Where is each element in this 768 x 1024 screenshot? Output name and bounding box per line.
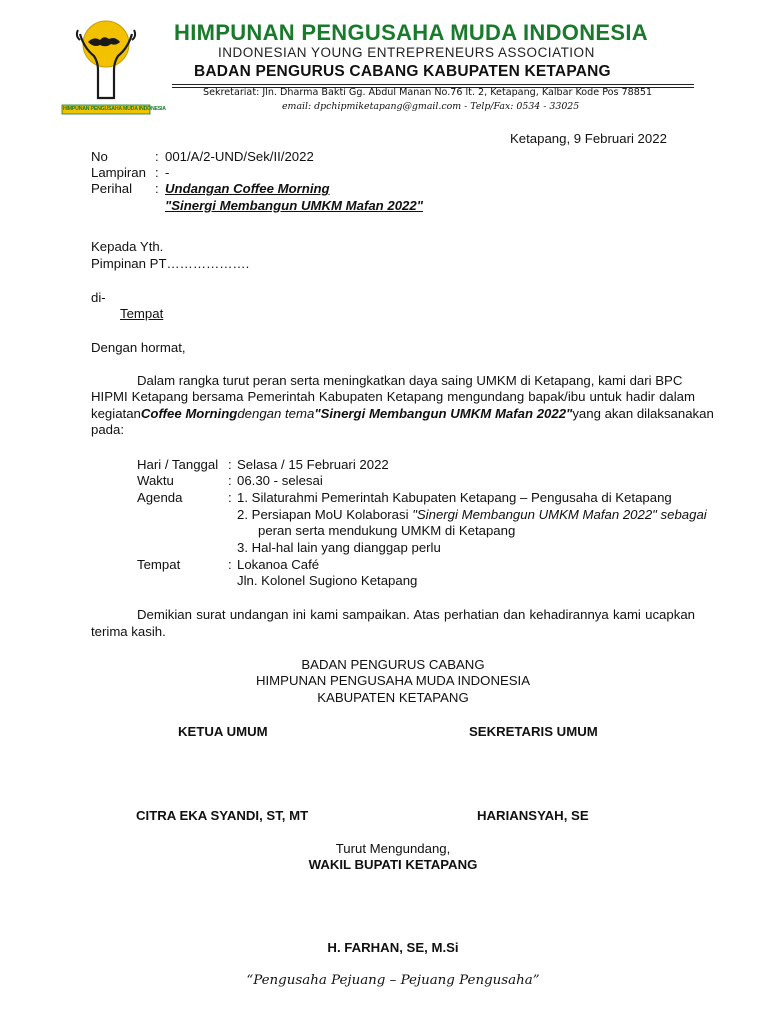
meta-sep-no: : xyxy=(155,149,159,164)
meta-label-lampiran: Lampiran xyxy=(91,165,146,180)
meta-label-no: No xyxy=(91,149,108,164)
day-value: Selasa / 15 Februari 2022 xyxy=(237,457,389,472)
meta-label-perihal: Perihal xyxy=(91,181,133,196)
agenda-colon: : xyxy=(228,490,232,505)
place-colon: : xyxy=(228,557,232,572)
agenda-label: Agenda xyxy=(137,490,183,505)
place-label: Tempat xyxy=(137,557,181,572)
hipmi-logo-icon xyxy=(58,12,166,116)
body-line-2: HIPMI Ketapang bersama Pemerintah Kabupaten Ketapang mengundang bapak/ibu untuk hadir dalam xyxy=(91,389,695,404)
place-date: Ketapang, 9 Februari 2022 xyxy=(510,131,667,146)
logo-caption: HIMPUNAN PENGUSAHA MUDA INDONESIA xyxy=(63,106,166,112)
event-name: Coffee Morning xyxy=(140,406,238,421)
event-theme: "Sinergi Membangun UMKM Mafan 2022" xyxy=(314,406,573,421)
closing-line-2: terima kasih. xyxy=(91,624,166,639)
body-line-4: pada: xyxy=(91,422,125,437)
body-line-3-e: yang akan dilaksanakan xyxy=(572,406,714,421)
agenda-item-2-a: 2. Persiapan MoU Kolaborasi xyxy=(237,507,409,522)
co-invite-name: H. FARHAN, SE, M.Si xyxy=(327,940,459,955)
branch-name: BADAN PENGURUS CABANG KABUPATEN KETAPANG xyxy=(194,63,611,80)
agenda-item-2-cont: peran serta mendukung UMKM di Ketapang xyxy=(258,523,516,538)
right-signatory-name: HARIANSYAH, SE xyxy=(477,808,589,823)
recipient-line-4: Tempat xyxy=(120,306,164,321)
recipient-line-2: Pimpinan PT………………. xyxy=(91,256,250,271)
subject-line-1: Undangan Coffee Morning xyxy=(165,181,330,196)
body-line-1: Dalam rangka turut peran serta meningkatkan daya saing UMKM di Ketapang, kami dari BPC xyxy=(137,373,683,388)
time-colon: : xyxy=(228,473,232,488)
greeting: Dengan hormat, xyxy=(91,340,186,355)
right-signatory-role: SEKRETARIS UMUM xyxy=(469,724,598,739)
subject-line-2: "Sinergi Membangun UMKM Mafan 2022" xyxy=(165,198,423,213)
motto: “Pengusaha Pejuang – Pejuang Pengusaha” xyxy=(246,973,540,988)
header-rule-top xyxy=(172,84,694,85)
day-colon: : xyxy=(228,457,232,472)
day-label: Hari / Tanggal xyxy=(137,457,219,472)
place-address: Jln. Kolonel Sugiono Ketapang xyxy=(237,573,418,588)
time-label: Waktu xyxy=(137,473,174,488)
recipient-line-1: Kepada Yth. xyxy=(91,239,164,254)
letter-number: 001/A/2-UND/Sek/II/2022 xyxy=(165,149,314,164)
place-value: Lokanoa Café xyxy=(237,557,320,572)
agenda-item-1: 1. Silaturahmi Pemerintah Kabupaten Ketapang – Pengusaha di Ketapang xyxy=(237,490,672,505)
closing-line-1: Demikian surat undangan ini kami sampaikan. Atas perhatian dan kehadirannya kami ucapkan xyxy=(137,607,695,622)
org-block-line-1: BADAN PENGURUS CABANG xyxy=(301,657,485,672)
body-line-3 xyxy=(91,406,714,422)
hipmi-logo xyxy=(58,12,166,116)
time-value: 06.30 - selesai xyxy=(237,473,323,488)
body-line-3-c: dengan tema xyxy=(237,406,315,421)
co-invite-label: Turut Mengundang, xyxy=(335,841,451,856)
agenda-item-3: 3. Hal-hal lain yang dianggap perlu xyxy=(237,540,441,555)
body-line-3-a: kegiatan xyxy=(91,406,141,421)
recipient-line-3: di- xyxy=(91,290,106,305)
contact-info: email: dpchipmiketapang@gmail.com - Telp/Fax: 0534 - 33025 xyxy=(282,101,580,112)
left-signatory-name: CITRA EKA SYANDI, ST, MT xyxy=(136,808,309,823)
meta-sep-perihal: : xyxy=(155,181,159,196)
meta-sep-lampiran: : xyxy=(155,165,159,180)
left-signatory-role: KETUA UMUM xyxy=(178,724,268,739)
attachment-value: - xyxy=(165,165,170,180)
agenda-item-2-b: "Sinergi Membangun UMKM Mafan 2022" sebagai xyxy=(412,507,707,522)
co-invite-title: WAKIL BUPATI KETAPANG xyxy=(308,857,478,872)
org-subtitle: INDONESIAN YOUNG ENTREPRENEURS ASSOCIATION xyxy=(218,45,595,60)
org-block-line-2: HIMPUNAN PENGUSAHA MUDA INDONESIA xyxy=(255,673,531,688)
org-block-line-3: KABUPATEN KETAPANG xyxy=(317,690,469,705)
agenda-item-2 xyxy=(237,507,707,523)
secretariat-address: Sekretariat: Jln. Dharma Bakti Gg. Abdul Manan No.76 lt. 2, Ketapang, Kalbar Kode Pos 78851 xyxy=(203,87,653,98)
org-title: HIMPUNAN PENGUSAHA MUDA INDONESIA xyxy=(174,20,648,45)
